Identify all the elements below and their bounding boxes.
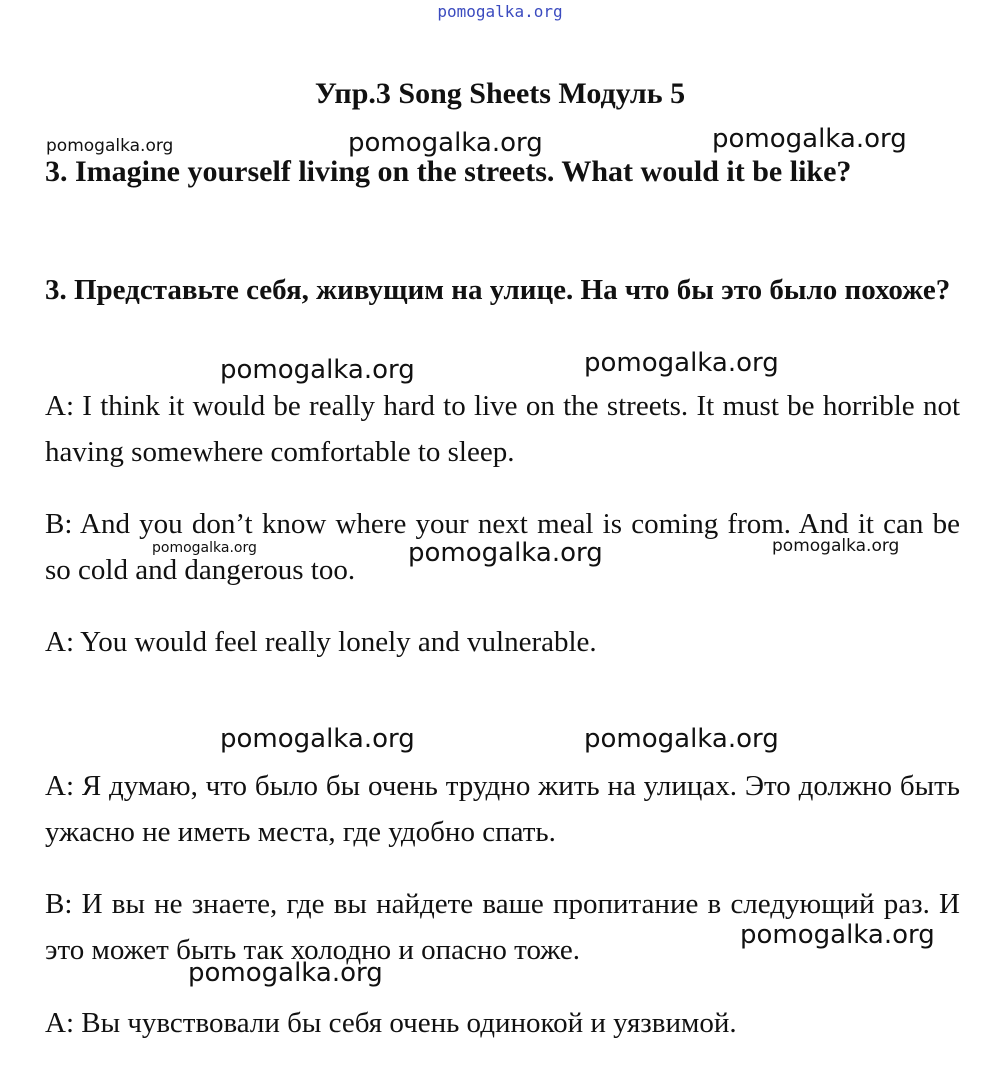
- watermark: pomogalka.org: [152, 540, 257, 556]
- watermark: pomogalka.org: [740, 920, 935, 950]
- watermark: pomogalka.org: [188, 958, 383, 988]
- page-title: Упр.3 Song Sheets Модуль 5: [314, 77, 686, 110]
- watermark: pomogalka.org: [584, 724, 779, 754]
- watermark-top: pomogalka.org: [437, 2, 563, 21]
- dialogue-ru-a2: А: Вы чувствовали бы себя очень одинокой и уязвимой.: [45, 1007, 737, 1039]
- watermark: pomogalka.org: [772, 536, 900, 556]
- dialogue-ru-b1: В: И вы не знаете, где вы найдете ваше пропитание в следующий раз. И это может быть так холодно и опасно тоже.: [45, 888, 960, 966]
- watermark: pomogalka.org: [348, 128, 543, 158]
- task-heading-english: 3. Imagine yourself living on the streets. What would it be like?: [45, 155, 852, 188]
- watermark: pomogalka.org: [220, 724, 415, 754]
- watermark: pomogalka.org: [408, 538, 603, 568]
- dialogue-ru-a1: А: Я думаю, что было бы очень трудно жить на улицах. Это должно быть ужасно не иметь места, где удобно спать.: [45, 770, 960, 848]
- watermark: pomogalka.org: [712, 124, 907, 154]
- watermark: pomogalka.org: [584, 348, 779, 378]
- dialogue-en-b1: B: And you don’t know where your next meal is coming from. And it can be so cold and dangerous too.: [45, 508, 960, 586]
- watermark: pomogalka.org: [220, 355, 415, 385]
- task-heading-russian: 3. Представьте себя, живущим на улице. На что бы это было похоже?: [45, 274, 951, 306]
- dialogue-en-a2: A: You would feel really lonely and vulnerable.: [45, 626, 597, 658]
- watermark: pomogalka.org: [46, 136, 174, 156]
- dialogue-en-a1: A: I think it would be really hard to live on the streets. It must be horrible not having somewhere comfortable to sleep.: [45, 390, 960, 468]
